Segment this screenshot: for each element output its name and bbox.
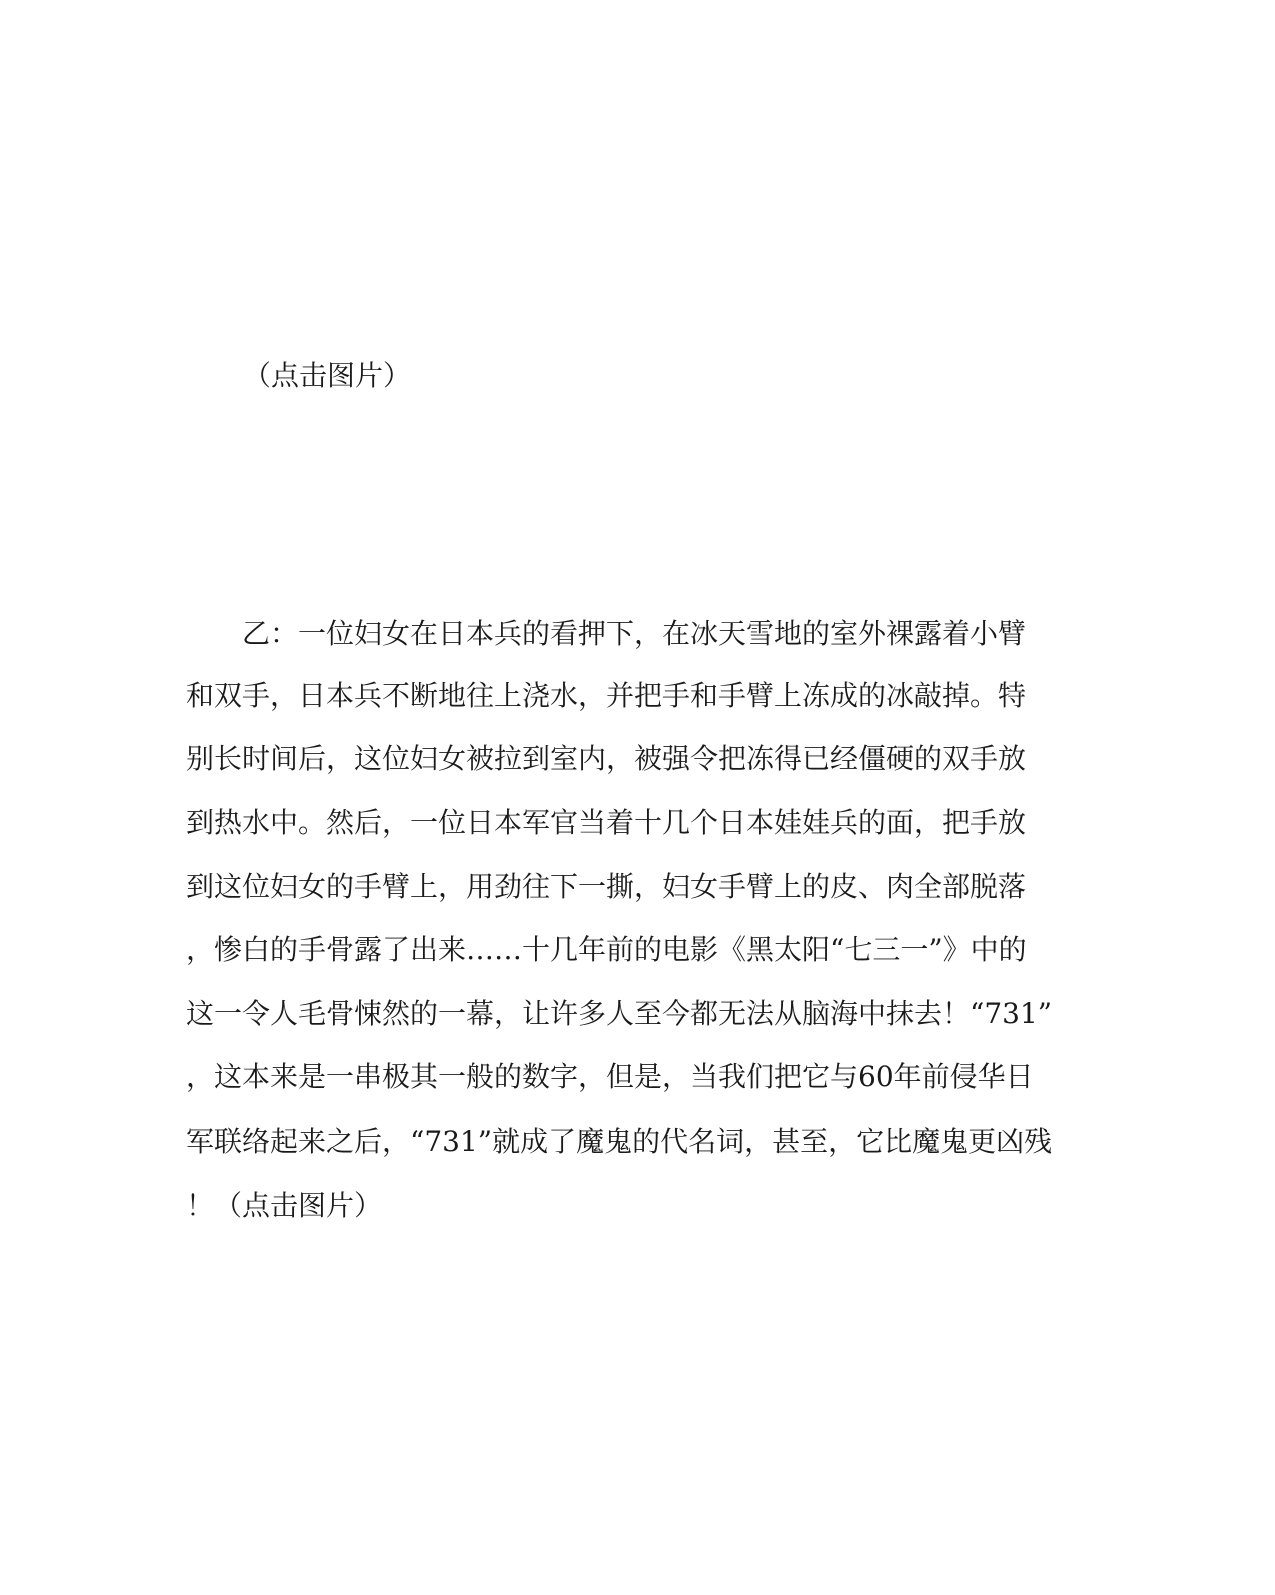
paragraph-line: 到这位妇女的手臂上，用劲往下一撕，妇女手臂上的皮、肉全部脱落 bbox=[186, 870, 1027, 903]
paragraph-line: ，惨白的手骨露了出来……十几年前的电影《黑太阳“七三一”》中的 bbox=[186, 933, 1027, 966]
paragraph-line: 和双手，日本兵不断地往上浇水，并把手和手臂上冻成的冰敲掉。特 bbox=[186, 679, 1027, 712]
paragraph-line: 这一令人毛骨悚然的一幕，让许多人至今都无法从脑海中抹去！“731” bbox=[186, 997, 1053, 1030]
paragraph-line: 别长时间后，这位妇女被拉到室内，被强令把冻得已经僵硬的双手放 bbox=[186, 742, 1027, 775]
image-caption: （点击图片） bbox=[243, 359, 412, 392]
paragraph-line: 军联络起来之后，“731”就成了魔鬼的代名词，甚至，它比魔鬼更凶残 bbox=[186, 1125, 1053, 1158]
paragraph-line: 乙：一位妇女在日本兵的看押下，在冰天雪地的室外裸露着小臂 bbox=[186, 617, 1027, 650]
paragraph-line-caption: ！（点击图片） bbox=[186, 1189, 383, 1222]
paragraph-line: 到热水中。然后，一位日本军官当着十几个日本娃娃兵的面，把手放 bbox=[186, 806, 1027, 839]
paragraph-line: ，这本来是一串极其一般的数字，但是，当我们把它与60年前侵华日 bbox=[186, 1060, 1034, 1093]
